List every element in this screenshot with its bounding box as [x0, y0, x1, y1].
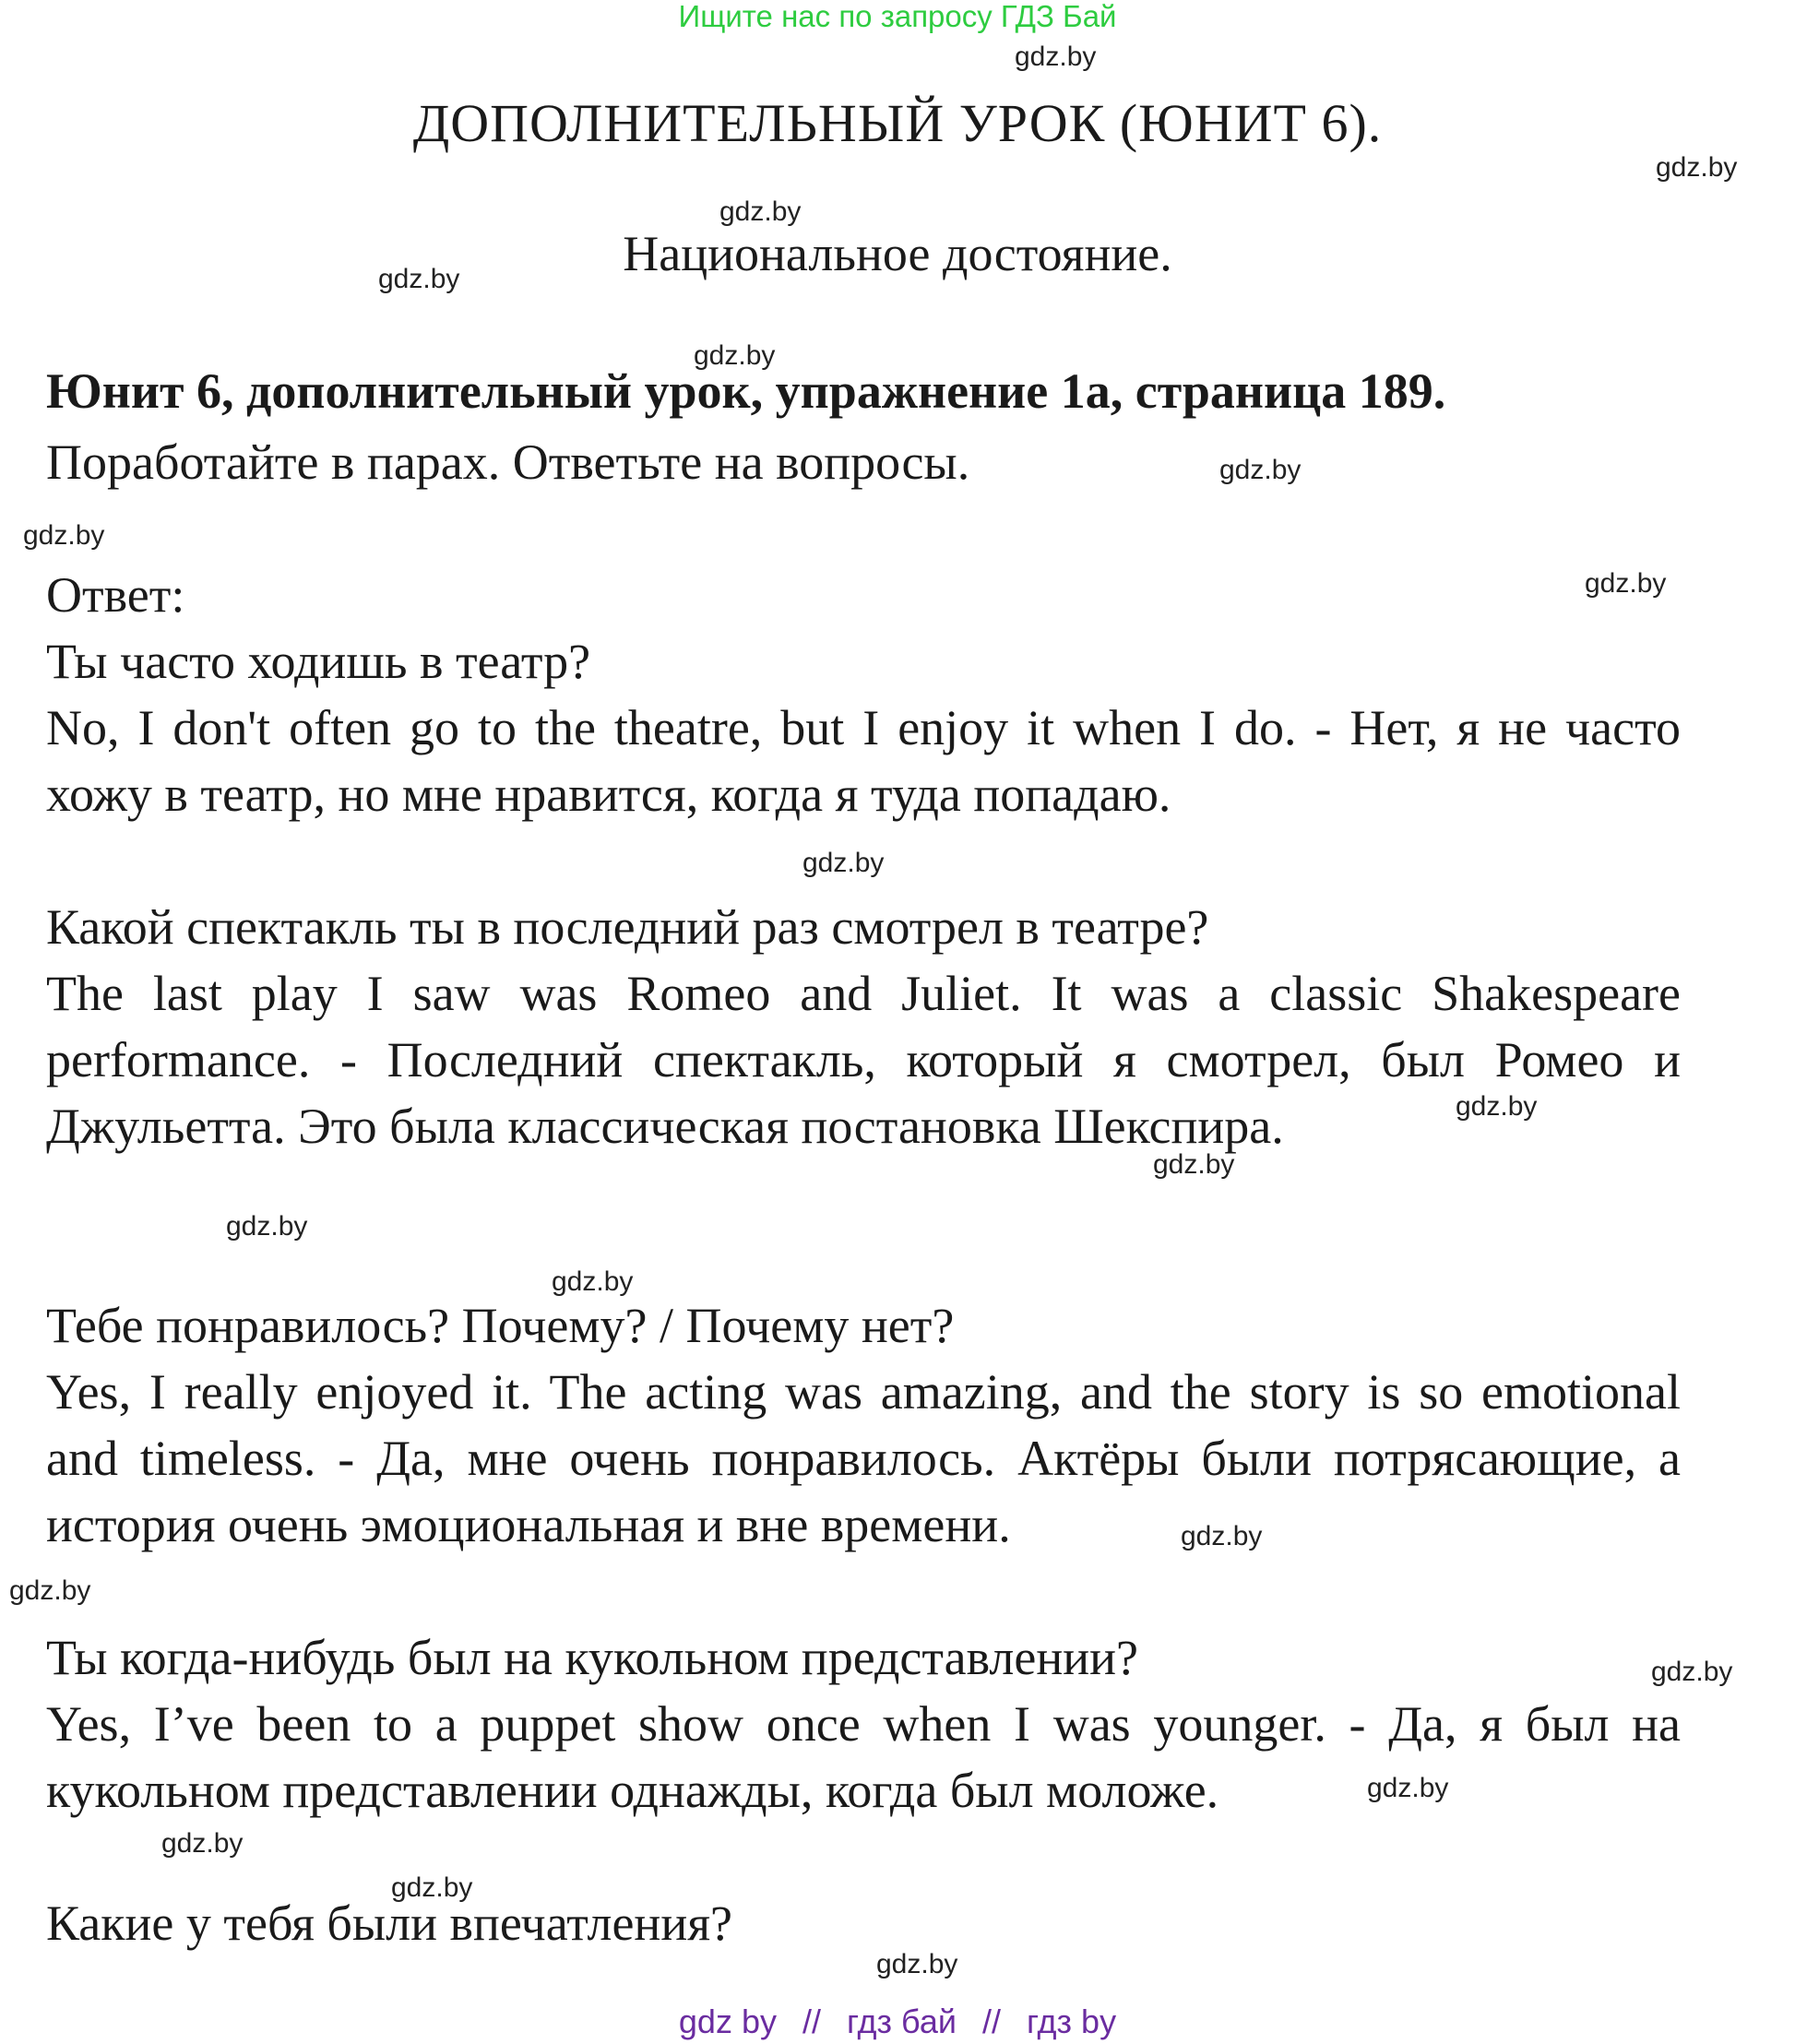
watermark: gdz.by — [391, 1872, 473, 1903]
watermark: gdz.by — [9, 1575, 91, 1606]
watermark: gdz.by — [1219, 455, 1302, 485]
task-instruction: Поработайте в парах. Ответьте на вопросы. — [46, 434, 970, 490]
question-1: Ты часто ходишь в театр? — [46, 634, 591, 689]
question-2: Какой спектакль ты в последний раз смотрел в театре? — [46, 899, 1209, 955]
answer-1: No, I don't often go to the theatre, but I enjoy it when I do. - Нет, я не часто хожу в театр, но мне нравится, когда я туда попадаю. — [46, 700, 1681, 822]
answer-3: Yes, I really enjoyed it. The acting was amazing, and the story is so emotional and timeless. - Да, мне очень понравилось. Актёры были потрясающие, а история очень эмоциональная и вне времени. — [46, 1364, 1681, 1552]
question-4: Ты когда-нибудь был на кукольном представлении? — [46, 1630, 1138, 1685]
watermark: gdz.by — [226, 1211, 308, 1242]
watermark: gdz.by — [1153, 1149, 1235, 1180]
footer-link-gdz-by-cyr[interactable]: гдз by — [1027, 2002, 1117, 2040]
watermark: gdz.by — [802, 848, 885, 878]
watermark: gdz.by — [694, 340, 776, 371]
watermark: gdz.by — [1367, 1773, 1449, 1803]
answer-2: The last play I saw was Romeo and Juliet. It was a classic Shakespeare performance. - Последний спектакль, который я смотрел, был Ромео и Джульетта. Это была классическая постановка Шекспира. — [46, 966, 1681, 1154]
watermark: gdz.by — [876, 1949, 958, 1979]
watermark: gdz.by — [719, 196, 802, 227]
watermark: gdz.by — [1015, 42, 1097, 72]
footer-link-gdz-by[interactable]: gdz by — [678, 2002, 777, 2040]
answer-4: Yes, I’ve been to a puppet show once when I was younger. - Да, я был на кукольном представлении однажды, когда был моложе. — [46, 1696, 1681, 1818]
search-banner: Ищите нас по запросу ГДЗ Бай — [678, 0, 1117, 33]
watermark: gdz.by — [23, 520, 105, 551]
page-title: ДОПОЛНИТЕЛЬНЫЙ УРОК (ЮНИТ 6). — [412, 93, 1383, 153]
page-subtitle: Национальное достояние. — [623, 226, 1172, 281]
footer-links — [0, 2003, 1795, 2040]
watermark: gdz.by — [1651, 1657, 1733, 1687]
watermark: gdz.by — [1656, 152, 1738, 183]
question-5: Какие у тебя были впечатления? — [46, 1895, 733, 1951]
watermark: gdz.by — [161, 1828, 244, 1859]
footer-separator: // — [982, 2002, 1002, 2040]
question-3: Тебе понравилось? Почему? / Почему нет? — [46, 1298, 955, 1353]
watermark: gdz.by — [1181, 1521, 1263, 1551]
watermark: gdz.by — [1585, 568, 1667, 599]
watermark: gdz.by — [378, 264, 460, 294]
footer-link-gdz-bai[interactable]: гдз бай — [847, 2002, 957, 2040]
exercise-heading: Юнит 6, дополнительный урок, упражнение 1а, страница 189. — [46, 363, 1446, 419]
answer-label: Ответ: — [46, 567, 185, 623]
exercise-content — [46, 429, 1681, 1956]
watermark: gdz.by — [552, 1266, 634, 1297]
watermark: gdz.by — [1456, 1091, 1538, 1122]
footer-separator: // — [802, 2002, 822, 2040]
